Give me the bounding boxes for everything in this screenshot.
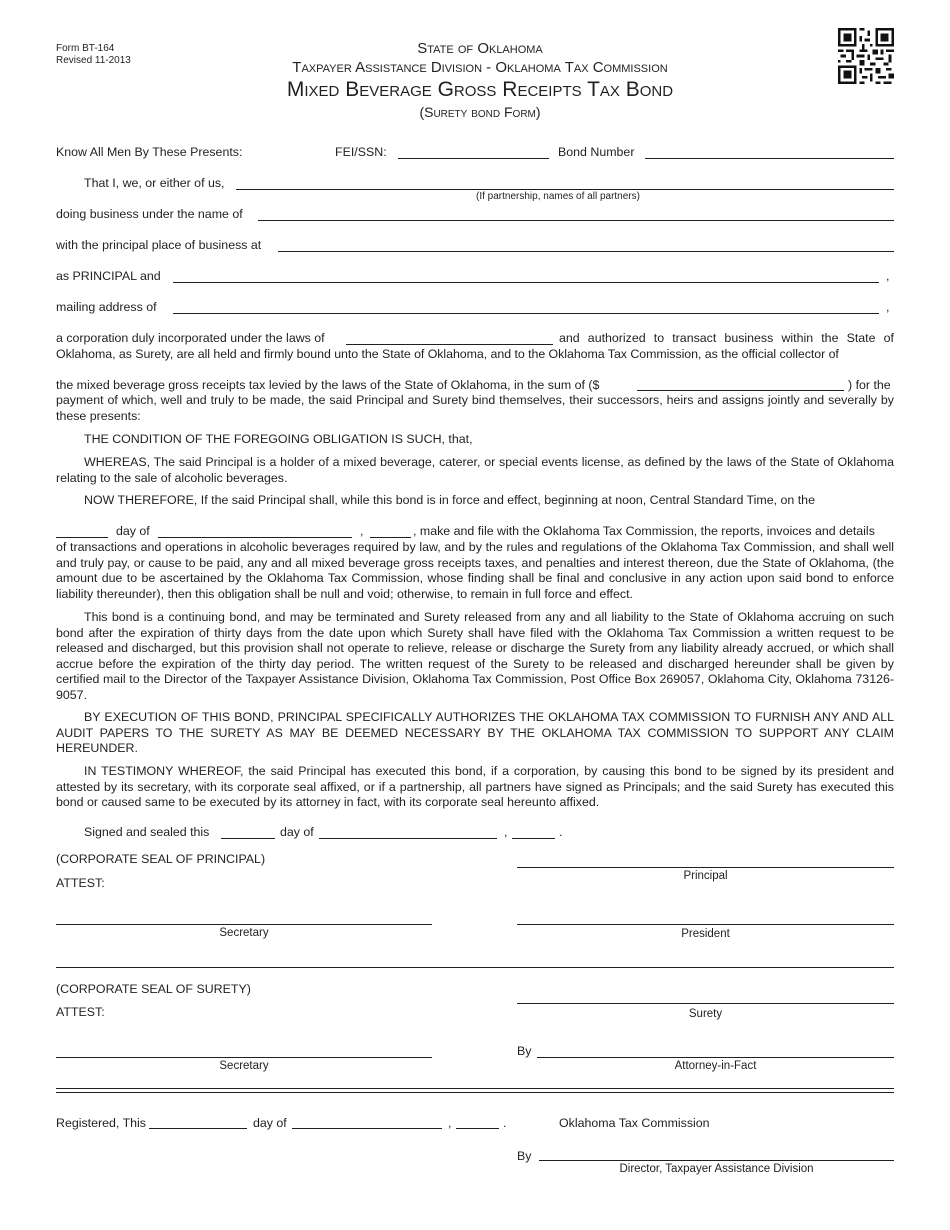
otc-label: Oklahoma Tax Commission xyxy=(559,1116,710,1130)
sum-text-c: payment of which, well and truly to be made, the said Principal and Surety bind themselves, their successors, heirs and assigns jointly and severally by these presents: xyxy=(56,393,894,423)
corp-text-b-row xyxy=(559,331,894,347)
secretary-caption: Secretary xyxy=(219,1060,269,1072)
signed-day-field[interactable] xyxy=(221,838,275,839)
bond-number-label: Bond Number xyxy=(558,145,635,159)
day-of-label: day of xyxy=(116,524,150,538)
signed-year-field[interactable] xyxy=(512,838,555,839)
president-caption: President xyxy=(681,928,730,940)
attest-label: ATTEST: xyxy=(56,1005,105,1019)
corp-text-b-word: within xyxy=(781,331,814,345)
sum-text-a: the mixed beverage gross receipts tax levied by the laws of the State of Oklahoma, in the sum of ($ xyxy=(56,378,600,392)
surety-name-field[interactable] xyxy=(173,282,879,283)
signed-sealed-label: Signed and sealed this xyxy=(84,825,210,839)
corp-text-b-word: and xyxy=(559,331,580,345)
fei-ssn-label: FEI/SSN: xyxy=(335,145,387,159)
president-signature-field[interactable] xyxy=(517,924,894,925)
by-label: By xyxy=(517,1044,532,1058)
surety-caption: Surety xyxy=(688,1008,723,1020)
period: . xyxy=(503,1116,507,1130)
doing-business-label: doing business under the name of xyxy=(56,207,243,221)
director-signature-field[interactable] xyxy=(539,1160,894,1161)
form-subtitle: (Surety bond Form) xyxy=(419,104,541,120)
start-month-field[interactable] xyxy=(158,537,352,538)
comma: , xyxy=(886,300,890,314)
attest-label: ATTEST: xyxy=(56,876,105,890)
seal-principal-label: (CORPORATE SEAL OF PRINCIPAL) xyxy=(56,852,266,866)
partners-note: (If partnership, names of all partners) xyxy=(476,191,640,202)
fei-ssn-field[interactable] xyxy=(398,158,549,159)
double-rule-bottom xyxy=(56,1092,894,1093)
corp-text-b-word: of xyxy=(883,331,894,345)
corp-text-b-word: transact xyxy=(672,331,717,345)
principal-caption: Principal xyxy=(683,870,728,882)
seal-surety-label: (CORPORATE SEAL OF SURETY) xyxy=(56,982,251,996)
registered-month-field[interactable] xyxy=(292,1128,442,1129)
business-name-field[interactable] xyxy=(258,220,894,221)
principal-signature-field[interactable] xyxy=(517,867,894,868)
corp-text-b-word: the xyxy=(821,331,839,345)
form-revised: Revised 11-2013 xyxy=(56,55,131,66)
surety-secretary-field[interactable] xyxy=(56,1057,432,1058)
testimony-text: IN TESTIMONY WHEREOF, the said Principal has executed this bond, if a corporation, by causing this bond to be signed by its president and attested by its secretary, with its corporate seal affixed, or if a partnership, all partners have signed as Principals; and the said Surety has executed this bond or caused same to be executed by its attorney in fact, with its corporate seal hereunto affixed. xyxy=(56,764,894,810)
that-i-label: That I, we, or either of us, xyxy=(84,176,225,190)
as-principal-label: as PRINCIPAL and xyxy=(56,269,161,283)
corp-text-b-word: State xyxy=(846,331,876,345)
bond-number-field[interactable] xyxy=(645,158,894,159)
division-heading: Taxpayer Assistance Division - Oklahoma Tax Commission xyxy=(292,59,668,76)
double-rule-top xyxy=(56,1088,894,1089)
day-of-label: day of xyxy=(253,1116,287,1130)
qr-code-icon xyxy=(838,28,894,84)
start-day-field[interactable] xyxy=(56,537,108,538)
corp-text-b-word: business xyxy=(724,331,774,345)
registered-year-field[interactable] xyxy=(456,1128,499,1129)
comma: , xyxy=(448,1116,452,1130)
principal-place-label: with the principal place of business at xyxy=(56,238,262,252)
now-therefore-text: NOW THEREFORE, If the said Principal shall, while this bond is in force and effect, beginning at noon, Central Standard Time, on the xyxy=(84,493,815,507)
corp-text-b xyxy=(559,331,894,347)
comma: , xyxy=(504,825,508,839)
signed-month-field[interactable] xyxy=(319,838,497,839)
principal-names-field[interactable] xyxy=(236,189,894,190)
director-caption: Director, Taxpayer Assistance Division xyxy=(619,1163,814,1175)
corp-text-c: Oklahoma, as Surety, are all held and firmly bound unto the State of Oklahoma, and to the Oklahoma Tax Commission, as the official collector of xyxy=(56,347,839,361)
by-label: By xyxy=(517,1149,532,1163)
mailing-label: mailing address of xyxy=(56,300,157,314)
attorney-signature-field[interactable] xyxy=(537,1057,894,1058)
start-year-field[interactable] xyxy=(370,537,411,538)
secretary-caption: Secretary xyxy=(219,927,269,939)
period: . xyxy=(559,825,563,839)
corp-text-a: a corporation duly incorporated under the laws of xyxy=(56,331,325,345)
form-title: Mixed Beverage Gross Receipts Tax Bond xyxy=(286,78,674,101)
day-of-label: day of xyxy=(280,825,314,839)
sum-text-b: ) for the xyxy=(848,378,891,392)
bond-amount-field[interactable] xyxy=(637,390,844,391)
attorney-caption: Attorney-in-Fact xyxy=(674,1060,757,1072)
whereas-text: WHEREAS, The said Principal is a holder of a mixed beverage, caterer, or special events license, as defined by the laws of the State of Oklahoma relating to the sale of alcoholic beverages. xyxy=(56,455,894,485)
state-heading: State of Oklahoma xyxy=(417,40,543,57)
know-all-label: Know All Men By These Presents: xyxy=(56,145,243,159)
incorporation-state-field[interactable] xyxy=(346,344,553,345)
continuing-bond-text: This bond is a continuing bond, and may be terminated and Surety released from any and all liability to the State of Oklahoma accruing on such bond after the expiration of thirty days from the date upon which Surety shall have filed with the Oklahoma Tax Commission a written request to be released and discharged, but this provision shall not operate to relieve, release or discharge the Surety from any liability already accrued, or which shall accrue before the expiration of the thirty day period. The written request of the Surety to be released and discharged hereunder shall be given by certified mail to the Director of the Taxpayer Assistance Division, Oklahoma Tax Commission, Post Office Box 269057, Oklahoma City, Oklahoma 73126-9057. xyxy=(56,610,894,702)
execution-text: BY EXECUTION OF THIS BOND, PRINCIPAL SPECIFICALLY AUTHORIZES THE OKLAHOMA TAX COMMISSION TO FURNISH ANY AND ALL AUDIT PAPERS TO THE SURETY AS MAY BE DEEMED NECESSARY BY THE OKLAHOMA TAX COMMISSION TO SUPPORT ANY CLAIM HEREUNDER. xyxy=(56,710,894,756)
condition-text: THE CONDITION OF THE FOREGOING OBLIGATION IS SUCH, that, xyxy=(84,432,473,446)
registered-label: Registered, This xyxy=(56,1116,146,1130)
obligation-text: of transactions and operations in alcoholic beverages required by law, and by the rules and regulations of the Oklahoma Tax Commission, and shall well and truly pay, or cause to be paid, any and all mixed beverage gross receipts taxes, and penalties and interest thereon, due the State of Oklahoma, (the amount due to be ascertained by the Oklahoma Tax Commission, whose finding shall be final and conclusive in any action upon said bond to enforce liability thereunder), then this obligation shall be null and void; otherwise, to remain in full force and effect. xyxy=(56,540,894,601)
principal-secretary-field[interactable] xyxy=(56,924,432,925)
corp-text-b-word: to xyxy=(653,331,665,345)
registered-day-field[interactable] xyxy=(149,1128,247,1129)
surety-signature-field[interactable] xyxy=(517,1003,894,1004)
comma: , xyxy=(360,524,364,538)
form-number: Form BT-164 xyxy=(56,43,115,54)
comma: , xyxy=(886,269,890,283)
mailing-address-field[interactable] xyxy=(173,313,879,314)
corp-text-b-word: authorized xyxy=(587,331,646,345)
make-file-text: , make and file with the Oklahoma Tax Commission, the reports, invoices and details xyxy=(413,524,875,538)
divider xyxy=(56,967,894,968)
principal-place-field[interactable] xyxy=(278,251,894,252)
